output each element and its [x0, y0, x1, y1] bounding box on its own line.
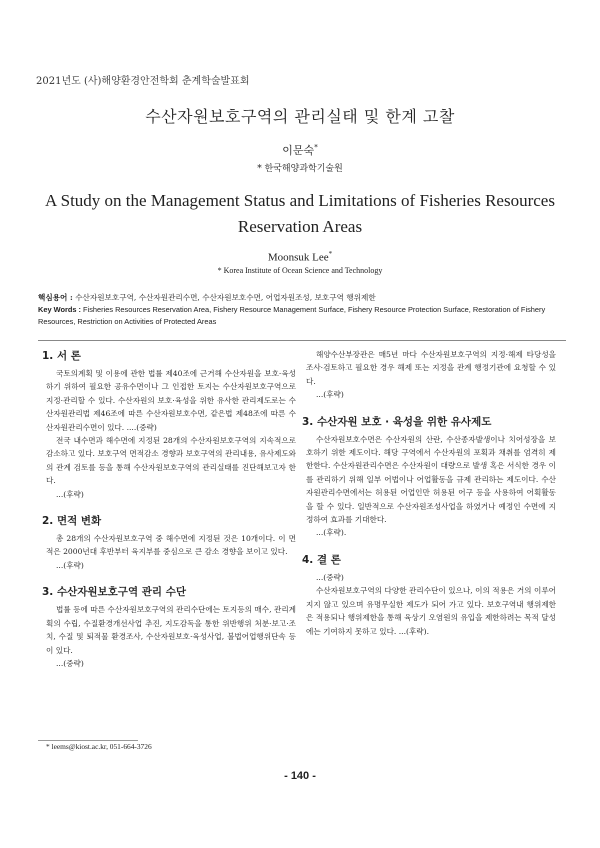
conference-header: 2021년도 (사)해양환경안전학회 춘계학술발표회 — [36, 76, 250, 87]
keywords-korean-text: 수산자원보호구역, 수산자원관리수면, 수산자원보호수면, 어업자원조성, 보호구역 행위제한 — [75, 293, 376, 302]
paragraph: 해양수산부장관은 매5년 마다 수산자원보호구역의 지정·해제 타당성을 조사·검토하고 필요한 경우 해제 또는 지정을 관계 행정기관에 요청할 수 있다. — [306, 350, 556, 386]
page-number: - 140 - — [284, 770, 316, 782]
keywords-korean-label: 핵심용어 : — [38, 293, 73, 302]
omission-note: ...(후략) — [56, 560, 84, 570]
paragraph: 수산자원보호수면은 수산자원의 산란, 수산종자발생이나 치어성장을 보호하기 위한 제도이다. 해당 구역에서 수산자원의 포획과 채취를 엄격히 제한한다. 수산자원관리수면은 수산자원이 대량으로 발생 혹은 서식한 경우 이를 관리하기 위해 일부 어법이나 어업활동을 규제 관리하는 제도이다. 수산자원관리수면에서는 허용된 어업인만 허용된 어구 등을 사용하여 어획활동을 할 수 있다. 일반적으로 수산자원조성사업을 하였거나 예정인 수면에 지정하여 효과를 기대한다. — [306, 434, 556, 525]
omission-note: ...(후략). — [316, 528, 347, 538]
footnote-contact: * leems@kiost.ac.kr, 051-664-3726 — [46, 742, 152, 751]
paragraph: 국토의계획 및 이용에 관한 법률 제40조에 근거해 수산자원을 보호·육성하기 위하여 필요한 공유수면이나 그 인접한 토지는 수산자원보호구역으로 지정·관리할 수 있다. 수산자원의 보호·육성을 위한 유사한 관리제도로는 수산자원관리법 제46조에 따른 수산자원보호수면, 같은법 제48조에 따른 수산자원관리수면이 있다. ....(중략) — [46, 369, 296, 432]
omission-note: ...(중략) — [56, 658, 84, 668]
paragraph: 법률 등에 따른 수산자원보호구역의 관리수단에는 토지등의 매수, 관리계획의 수립, 수질환경개선사업 추진, 지도감독을 통한 위반행위 처분·보고·조치, 수질 및 퇴적물 환경조사, 수산자원보호·육성사업, 불법어업행위단속 등이 있다. — [46, 605, 296, 655]
author-korean — [0, 142, 600, 158]
affiliation-english: * Korea Institute of Ocean Science and Technology — [217, 266, 383, 275]
author-english-mark: * — [328, 250, 333, 258]
keywords-block — [38, 292, 566, 328]
keywords-english-label: Key Words : — [38, 305, 81, 314]
title-korean: 수산자원보호구역의 관리실태 및 한계 고찰 — [145, 107, 455, 126]
affiliation-korean: * 한국해양과학기술원 — [257, 164, 343, 174]
keywords-english-text: Fisheries Resources Reservation Area, Fishery Resource Management Surface, Fishery Resource Protection Surface, Restoration of Fishery Resources, Restriction on Activities of Protected Areas — [38, 305, 546, 326]
section-heading-similar-systems: 3. 수산자원 보호 · 육성을 위한 유사제도 — [302, 415, 492, 428]
section-heading-area-change: 2. 면적 변화 — [42, 515, 102, 528]
keywords-english — [38, 304, 566, 328]
left-column — [42, 348, 296, 670]
title-english: A Study on the Management Status and Limitations of Fisheries Resources Reservation Areas — [45, 191, 555, 236]
section-heading-introduction: 1. 서 론 — [42, 350, 81, 362]
author-english — [0, 250, 600, 264]
omission-note: ...(후략) — [316, 390, 344, 400]
paragraph: 총 28개의 수산자원보호구역 중 해수면에 지정된 것은 10개이다. 이 면적은 2000년대 후반부터 육지부를 중심으로 큰 감소 경향을 보이고 있다. — [46, 534, 296, 557]
omission-note: ...(중략) — [316, 572, 344, 582]
keywords-korean — [38, 292, 566, 304]
section-heading-management-means: 3. 수산자원보호구역 관리 수단 — [42, 586, 186, 599]
footnote-divider — [38, 740, 138, 741]
author-korean-mark: * — [314, 143, 318, 152]
section-heading-conclusion: 4. 결 론 — [302, 553, 341, 566]
author-english-name: Moonsuk Lee — [267, 251, 329, 264]
author-korean-name: 이문숙 — [282, 144, 315, 157]
omission-note: ...(후략) — [56, 489, 84, 499]
paragraph: 수산자원보호구역의 다양한 관리수단이 있으나, 이의 적용은 거의 이루어지지 않고 있으며 유명무실한 제도가 되어 가고 있다. 보호구역내 행위제한은 적용되나 행위제한을 통해 육상기 오염원의 유입을 제한하려는 목적 달성에는 기여하지 못하고 있다. ...(후략). — [306, 586, 556, 636]
right-column — [302, 348, 556, 638]
paragraph: 전국 내수면과 해수면에 지정된 28개의 수산자원보호구역의 지속적으로 감소하고 있다. 보호구역 면적감소 경향과 보호구역의 관리내용, 유사제도와의 관계 검토를 등을 통해 수산자원보호구역의 관리실태를 진단해보고자 한다. — [46, 436, 296, 486]
divider — [38, 340, 566, 341]
